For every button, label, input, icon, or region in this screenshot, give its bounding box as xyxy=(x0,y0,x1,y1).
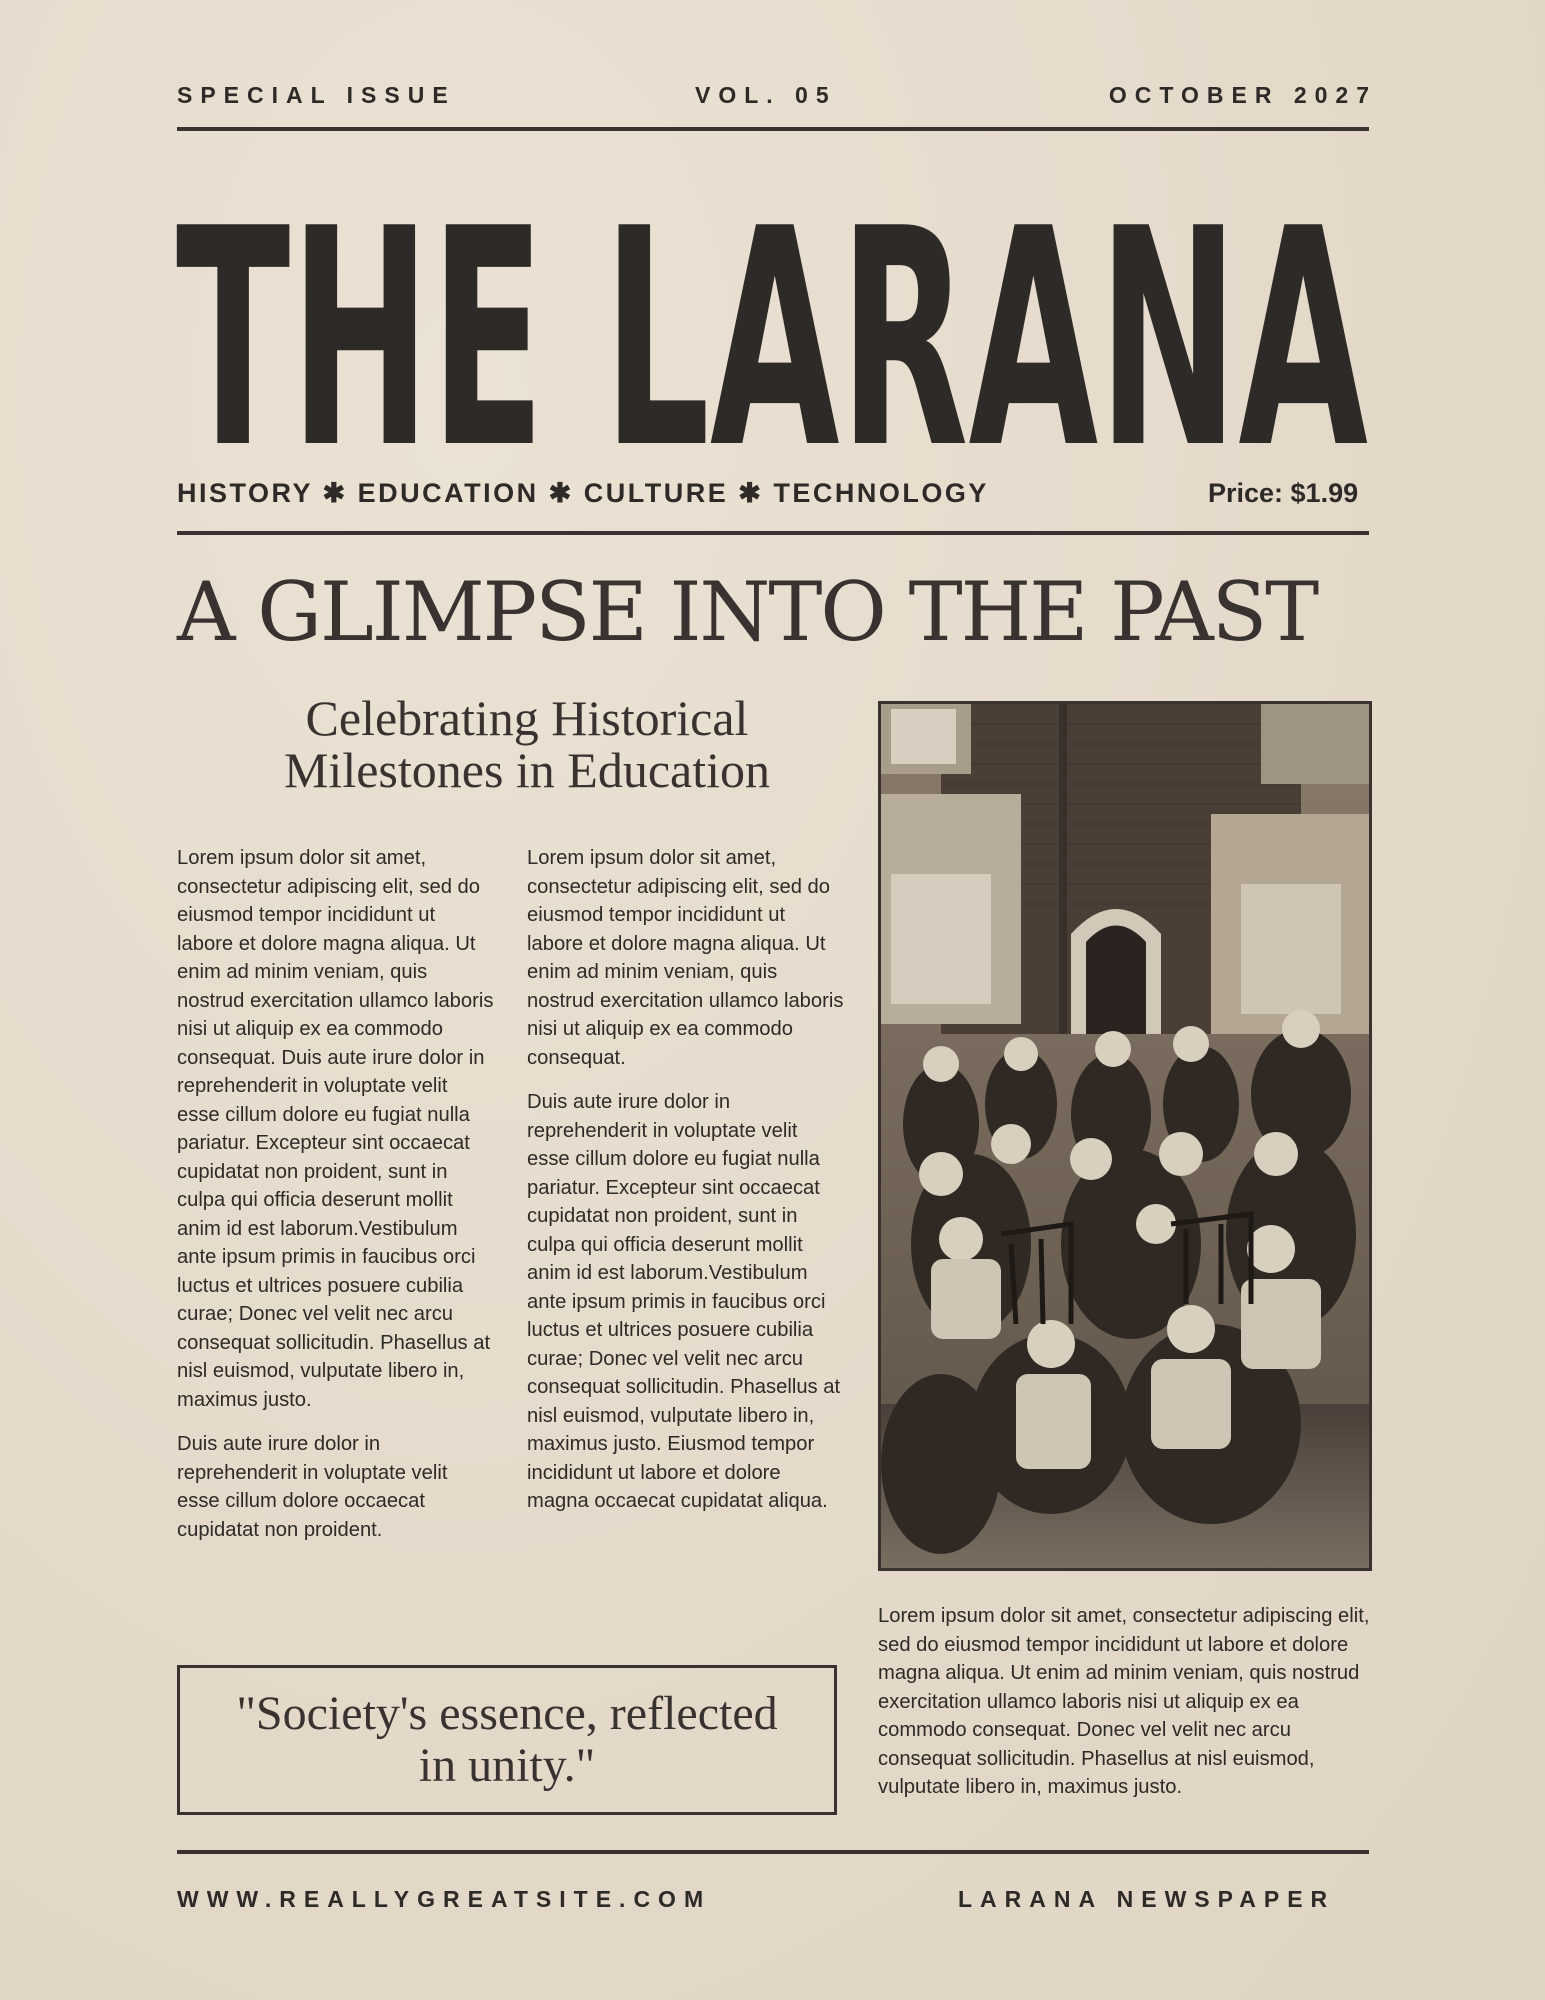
section-tagline: HISTORY ✱ EDUCATION ✱ CULTURE ✱ TECHNOLOGY xyxy=(177,478,989,508)
masthead-title-text: THE LARANA xyxy=(176,165,1370,458)
special-issue-label: SPECIAL ISSUE xyxy=(177,82,456,108)
subheadline xyxy=(177,692,877,796)
paragraph: Lorem ipsum dolor sit amet, consectetur adipiscing elit, sed do eiusmod tempor incididunt ut labore et dolore magna aliqua. Ut enim ad minim veniam, quis nostrud exercitation ullamco laboris nisi ut aliquip ex ea commodo consequat. Duis aute irure dolor in reprehenderit in voluptate velit esse cillum dolore eu fugiat nulla pariatur. Excepteur sint occaecat cupidatat non proident, sunt in culpa qui officia deserunt mollit anim id est laborum.Vestibulum ante ipsum primis in faucibus orci luctus et ultrices posuere cubilia curae; Donec vel velit nec arcu consequat sollicitudin. Phasellus at nisl euismod, vulputate libero in, maximus justo. xyxy=(177,847,494,1411)
newspaper-name: LARANA NEWSPAPER xyxy=(958,1886,1336,1912)
paragraph: Duis aute irure dolor in reprehenderit in voluptate velit esse cillum dolore occaecat cupidatat non proident. xyxy=(177,1433,448,1541)
photo-illustration xyxy=(881,704,1369,1568)
paragraph: Lorem ipsum dolor sit amet, consectetur adipiscing elit, sed do eiusmod tempor incididunt ut labore et dolore magna aliqua. Ut enim ad minim veniam, quis nostrud exercitation ullamco laboris nisi ut aliquip ex ea commodo consequat. xyxy=(527,847,844,1069)
pull-quote xyxy=(177,1665,837,1815)
paragraph: Duis aute irure dolor in reprehenderit in voluptate velit esse cillum dolore eu fugiat nulla pariatur. Excepteur sint occaecat cupidatat non proident, sunt in culpa qui officia deserunt mollit anim id est laborum.Vestibulum ante ipsum primis in faucibus orci luctus et ultrices posuere cubilia curae; Donec vel velit nec arcu consequat sollicitudin. Phasellus at nisl euismod, vulputate libero in, maximus justo. Eiusmod tempor incididunt ut labore et dolore magna occaecat cupidatat aliqua. xyxy=(527,1091,841,1512)
article-column-3 xyxy=(878,1602,1370,1818)
historical-group-photo xyxy=(878,701,1372,1571)
subheadline-line-2: Milestones in Education xyxy=(283,742,771,798)
website-link[interactable]: WWW.REALLYGREATSITE.COM xyxy=(177,1886,712,1912)
article-column-2 xyxy=(527,844,845,1532)
article-column-1 xyxy=(177,844,495,1560)
subheadline-line-1: Celebrating Historical xyxy=(305,690,749,746)
tagline-rule xyxy=(177,531,1369,535)
issue-date: OCTOBER 2027 xyxy=(1108,82,1377,108)
pull-quote-line-1: "Society's essence, reflected xyxy=(236,1687,778,1740)
pull-quote-line-2: in unity." xyxy=(418,1739,596,1792)
volume-label: VOL. 05 xyxy=(695,82,837,108)
top-rule xyxy=(177,127,1369,131)
price-label: Price: $1.99 xyxy=(1208,478,1359,508)
issue-bar xyxy=(177,82,1377,112)
masthead-title xyxy=(172,148,1372,458)
paragraph: Lorem ipsum dolor sit amet, consectetur adipiscing elit, sed do eiusmod tempor incididunt ut labore et dolore magna aliqua. Ut enim ad minim veniam, quis nostrud exercitation ullamco laboris nisi ut aliquip ex ea commodo consequat. Donec vel velit nec arcu consequat sollicitudin. Phasellus at nisl euismod, vulputate libero in, maximus justo. xyxy=(878,1605,1370,1798)
footer-rule xyxy=(177,1850,1369,1854)
main-headline: A GLIMPSE INTO THE PAST xyxy=(177,566,1318,660)
